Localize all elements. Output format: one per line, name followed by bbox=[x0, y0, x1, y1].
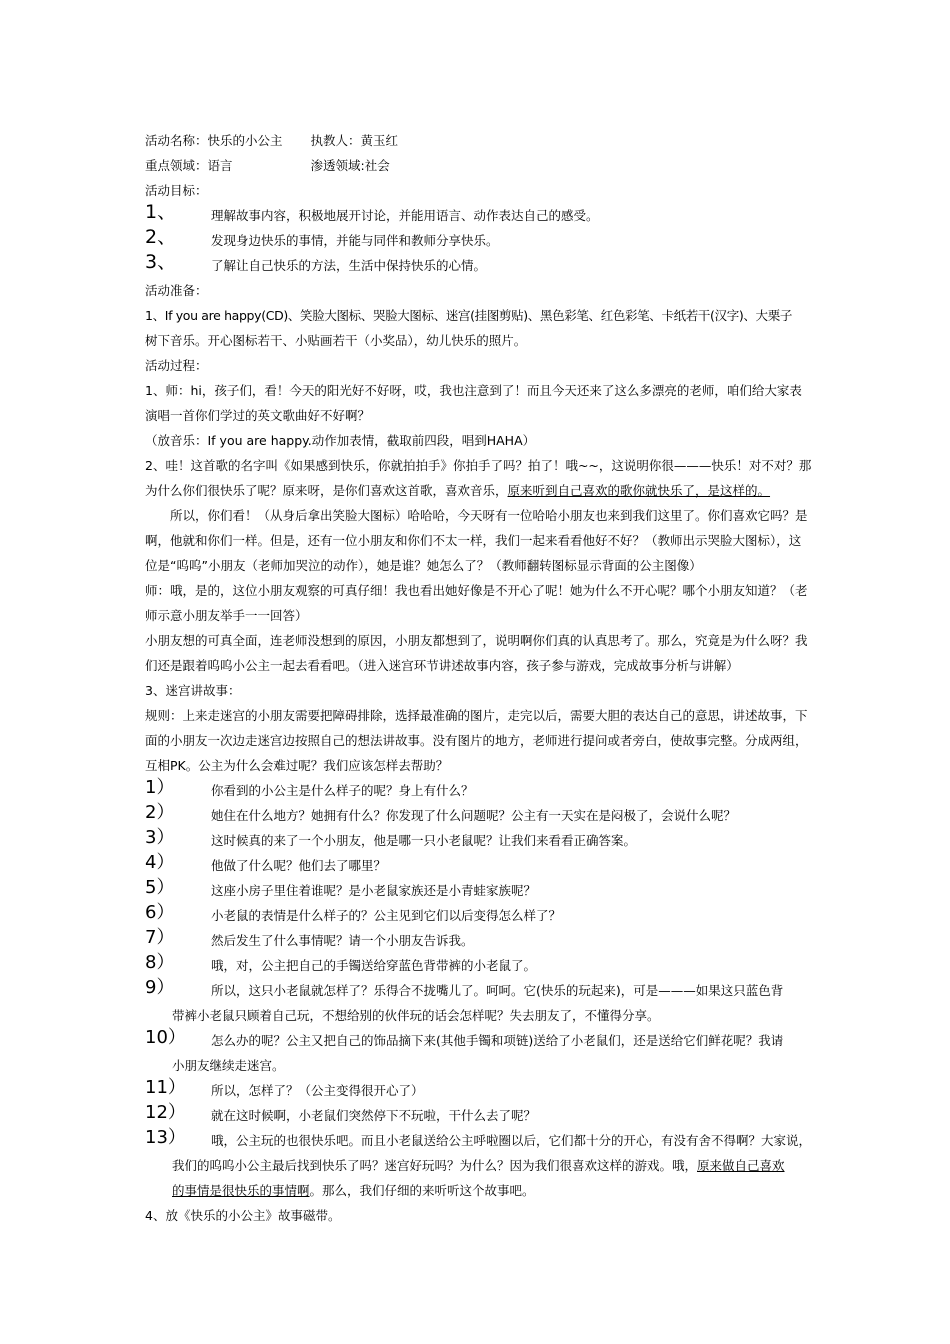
question-item bbox=[145, 953, 813, 978]
question-text: 然后发生了什么事情呢？请一个小朋友告诉我。 bbox=[211, 933, 474, 948]
question-number: 11） bbox=[145, 1077, 186, 1098]
question-number: 12） bbox=[145, 1102, 186, 1123]
sub-domain: 渗透领域:社会 bbox=[310, 158, 390, 173]
question-continuation-text: 我们的呜呜小公主最后找到快乐了吗？迷宫好玩吗？为什么？因为我们很喜欢这样的游戏。哦， bbox=[172, 1158, 698, 1173]
question-number: 7） bbox=[145, 927, 175, 948]
question-number: 9） bbox=[145, 977, 175, 998]
question-text: 就在这时候啊，小老鼠们突然停下不玩啦，干什么去了呢？ bbox=[211, 1108, 537, 1123]
question-continuation bbox=[172, 1153, 813, 1178]
question-text: 所以，这只小老鼠就怎样了？乐得合不拢嘴儿了。呵呵。它(快乐的玩起来)，可是———如果这只蓝色背 bbox=[211, 983, 784, 998]
question-item bbox=[145, 828, 813, 853]
question-number: 1） bbox=[145, 777, 175, 798]
question-text: 你看到的小公主是什么样子的呢？身上有什么？ bbox=[211, 783, 474, 798]
goal-item bbox=[145, 203, 813, 228]
question-item bbox=[145, 978, 813, 1028]
question-number: 8） bbox=[145, 952, 175, 973]
question-number: 2） bbox=[145, 802, 175, 823]
prep-line-1: 1、If you are happy(CD)、笑脸大图标、哭脸大图标、迷宫(挂图剪贴)、黑色彩笔、红色彩笔、卡纸若干(汉字)、大栗子 bbox=[145, 308, 793, 323]
process-heading: 活动过程： bbox=[145, 358, 208, 373]
process-paragraph-1b: （放音乐：If you are happy.动作加表情，截取前四段，唱到HAHA） bbox=[145, 433, 536, 448]
goals-heading: 活动目标： bbox=[145, 183, 208, 198]
process-paragraph-2 bbox=[145, 453, 813, 503]
teacher: 执教人：黄玉红 bbox=[310, 133, 399, 148]
process-paragraph-1: 1、师：hi，孩子们，看！今天的阳光好不好呀，哎，我也注意到了！而且今天还来了这么多漂亮的老师，咱们给大家表演唱一首你们学过的英文歌曲好不好啊？ bbox=[145, 383, 802, 423]
document-body bbox=[145, 128, 813, 1228]
question-item bbox=[145, 1103, 813, 1128]
question-continuation bbox=[172, 1053, 813, 1078]
question-item bbox=[145, 778, 813, 803]
question-list bbox=[145, 778, 813, 1203]
question-underlined-text: 的事情是很快乐的事情啊 bbox=[172, 1183, 310, 1198]
question-text: 哦，公主玩的也很快乐吧。而且小老鼠送给公主呼啦圈以后，它们都十分的开心，有没有舍不得啊？大家说， bbox=[211, 1133, 812, 1148]
activity-name: 活动名称：快乐的小公主 bbox=[145, 133, 283, 148]
question-text: 怎么办的呢？公主又把自己的饰品摘下来(其他手镯和项链)送给了小老鼠们，还是送给它们鲜花呢？我请 bbox=[211, 1033, 784, 1048]
goal-number: 2、 bbox=[145, 226, 177, 248]
question-number: 3） bbox=[145, 827, 175, 848]
question-text: 哦，对，公主把自己的手镯送给穿蓝色背带裤的小老鼠了。 bbox=[211, 958, 537, 973]
question-underlined-text: 原来做自己喜欢 bbox=[697, 1158, 785, 1173]
goal-number: 1、 bbox=[145, 201, 177, 223]
goal-text: 发现身边快乐的事情，并能与同伴和教师分享快乐。 bbox=[211, 233, 499, 248]
goal-text: 了解让自己快乐的方法，生活中保持快乐的心情。 bbox=[211, 258, 487, 273]
question-item bbox=[145, 903, 813, 928]
goal-text: 理解故事内容，积极地展开讨论，并能用语言、动作表达自己的感受。 bbox=[211, 208, 599, 223]
question-continuation-text: 。那么，我们仔细的来听听这个故事吧。 bbox=[309, 1183, 535, 1198]
prep-heading: 活动准备： bbox=[145, 283, 208, 298]
paragraph-2-text: 2、哇！这首歌的名字叫《如果感到快乐，你就拍拍手》你拍手了吗？拍了！哦~~，这说明你很———快乐！对不对？那为什么你们很快乐了呢？原来呀，是你们喜欢这首歌，喜欢音乐， bbox=[145, 458, 812, 498]
header-line-1 bbox=[145, 128, 813, 153]
question-number: 5） bbox=[145, 877, 175, 898]
process-paragraph-4: 师：哦，是的，这位小朋友观察的可真仔细！我也看出她好像是不开心了呢！她为什么不开心呢？哪个小朋友知道？（老师示意小朋友举手一一回答） bbox=[145, 583, 808, 623]
prep-line-2: 树下音乐。开心图标若干、小贴画若干（小奖品），幼儿快乐的照片。 bbox=[145, 333, 527, 348]
question-text: 这时候真的来了一个小朋友，他是哪一只小老鼠呢？让我们来看看正确答案。 bbox=[211, 833, 637, 848]
goal-item bbox=[145, 228, 813, 253]
header-line-2 bbox=[145, 153, 813, 178]
paragraph-2-underlined: 原来听到自己喜欢的歌你就快乐了，是这样的。 bbox=[507, 483, 771, 498]
question-text: 所以，怎样了？（公主变得很开心了） bbox=[211, 1083, 424, 1098]
question-item bbox=[145, 803, 813, 828]
question-number: 10） bbox=[145, 1027, 186, 1048]
maze-heading: 3、迷宫讲故事： bbox=[145, 683, 241, 698]
question-continuation bbox=[172, 1178, 813, 1203]
question-continuation bbox=[172, 1003, 813, 1028]
question-text: 小老鼠的表情是什么样子的？公主见到它们以后变得怎么样了？ bbox=[211, 908, 562, 923]
process-paragraph-3: 所以，你们看！（从身后拿出笑脸大图标）哈哈哈，今天呀有一位哈哈小朋友也来到我们这里了。你们喜欢它吗？是啊，他就和你们一样。但是，还有一位小朋友和你们不太一样，我们一起来看看他好不好？（教师出示哭脸大图标），这位是“呜呜”小朋友（老师加哭泣的动作），她是谁？她怎么了？（教师翻转图标显示背面的公主图像） bbox=[145, 508, 808, 573]
question-continuation-text: 小朋友继续走迷宫。 bbox=[172, 1058, 285, 1073]
question-text: 她住在什么地方？她拥有什么？你发现了什么问题呢？公主有一天实在是闷极了，会说什么呢？ bbox=[211, 808, 737, 823]
question-item bbox=[145, 853, 813, 878]
goal-item bbox=[145, 253, 813, 278]
question-item bbox=[145, 1078, 813, 1103]
question-number: 13） bbox=[145, 1127, 186, 1148]
question-continuation-text: 带裤小老鼠只顾着自己玩，不想给别的伙伴玩的话会怎样呢？失去朋友了，不懂得分享。 bbox=[172, 1008, 660, 1023]
question-text: 他做了什么呢？他们去了哪里？ bbox=[211, 858, 387, 873]
question-item bbox=[145, 928, 813, 953]
process-paragraph-6: 4、放《快乐的小公主》故事磁带。 bbox=[145, 1208, 341, 1223]
process-paragraph-5: 小朋友想的可真全面，连老师没想到的原因，小朋友都想到了，说明啊你们真的认真思考了。那么，究竟是为什么呀？我们还是跟着呜呜小公主一起去看看吧。（进入迷宫环节讲述故事内容，孩子参与游戏，完成故事分析与讲解） bbox=[145, 633, 808, 673]
question-item bbox=[145, 1028, 813, 1078]
goal-number: 3、 bbox=[145, 251, 177, 273]
question-number: 6） bbox=[145, 902, 175, 923]
question-item bbox=[145, 878, 813, 903]
question-text: 这座小房子里住着谁呢？是小老鼠家族还是小青蛙家族呢？ bbox=[211, 883, 537, 898]
question-number: 4） bbox=[145, 852, 175, 873]
domain: 重点领域：语言 bbox=[145, 158, 233, 173]
question-item bbox=[145, 1128, 813, 1203]
maze-rules: 规则：上来走迷宫的小朋友需要把障碍排除，选择最准确的图片，走完以后，需要大胆的表达自己的意思，讲述故事，下面的小朋友一次边走迷宫边按照自己的想法讲故事。没有图片的地方，老师进行提问或者旁白，使故事完整。分成两组，互相PK。公主为什么会难过呢？我们应该怎样去帮助？ bbox=[145, 708, 808, 773]
